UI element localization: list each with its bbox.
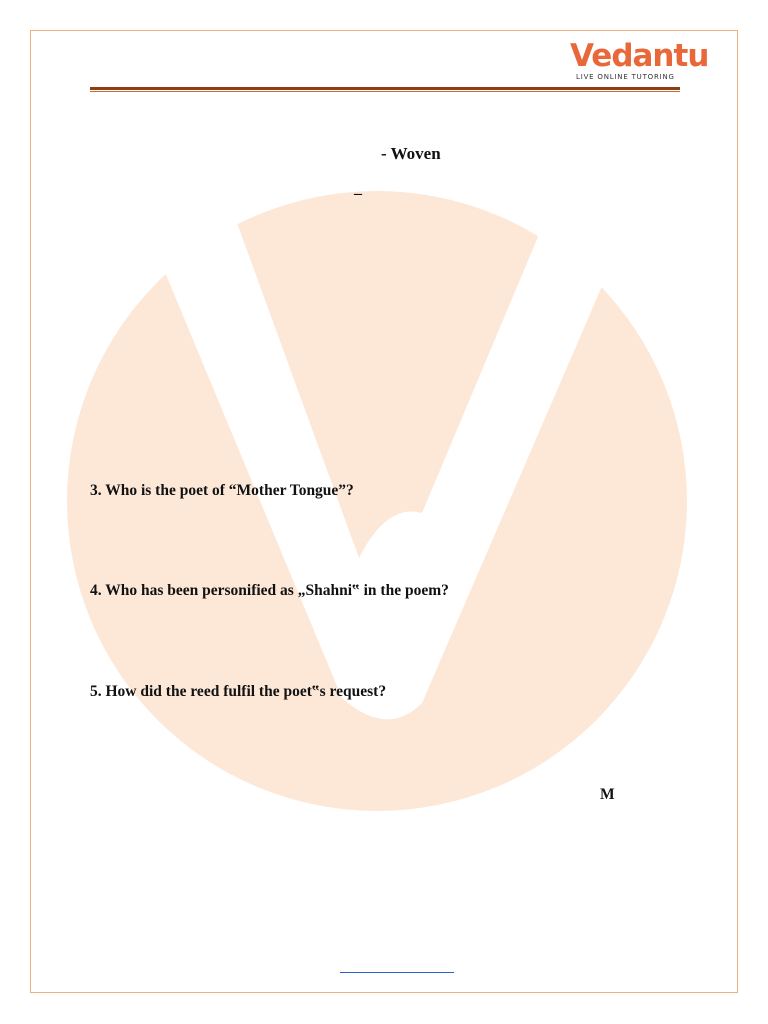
- logo-tagline: LIVE ONLINE TUTORING: [576, 73, 675, 81]
- marks-label: M: [600, 786, 615, 803]
- dash-mark: –: [354, 185, 362, 202]
- vedantu-logo: [566, 36, 709, 86]
- question-4: 4. Who has been personified as „Shahni‟ in the poem?: [90, 582, 449, 599]
- question-3: 3. Who is the poet of “Mother Tongue”?: [90, 482, 354, 499]
- vedantu-watermark: [67, 183, 687, 819]
- question-5: 5. How did the reed fulfil the poet‟s request?: [90, 683, 387, 700]
- header-rule-thin: [90, 91, 680, 92]
- header-rule: [90, 87, 680, 90]
- footer-link-underline[interactable]: [340, 972, 454, 973]
- logo-wordmark: Vedantu: [570, 38, 709, 74]
- section-heading: - Woven: [381, 144, 441, 163]
